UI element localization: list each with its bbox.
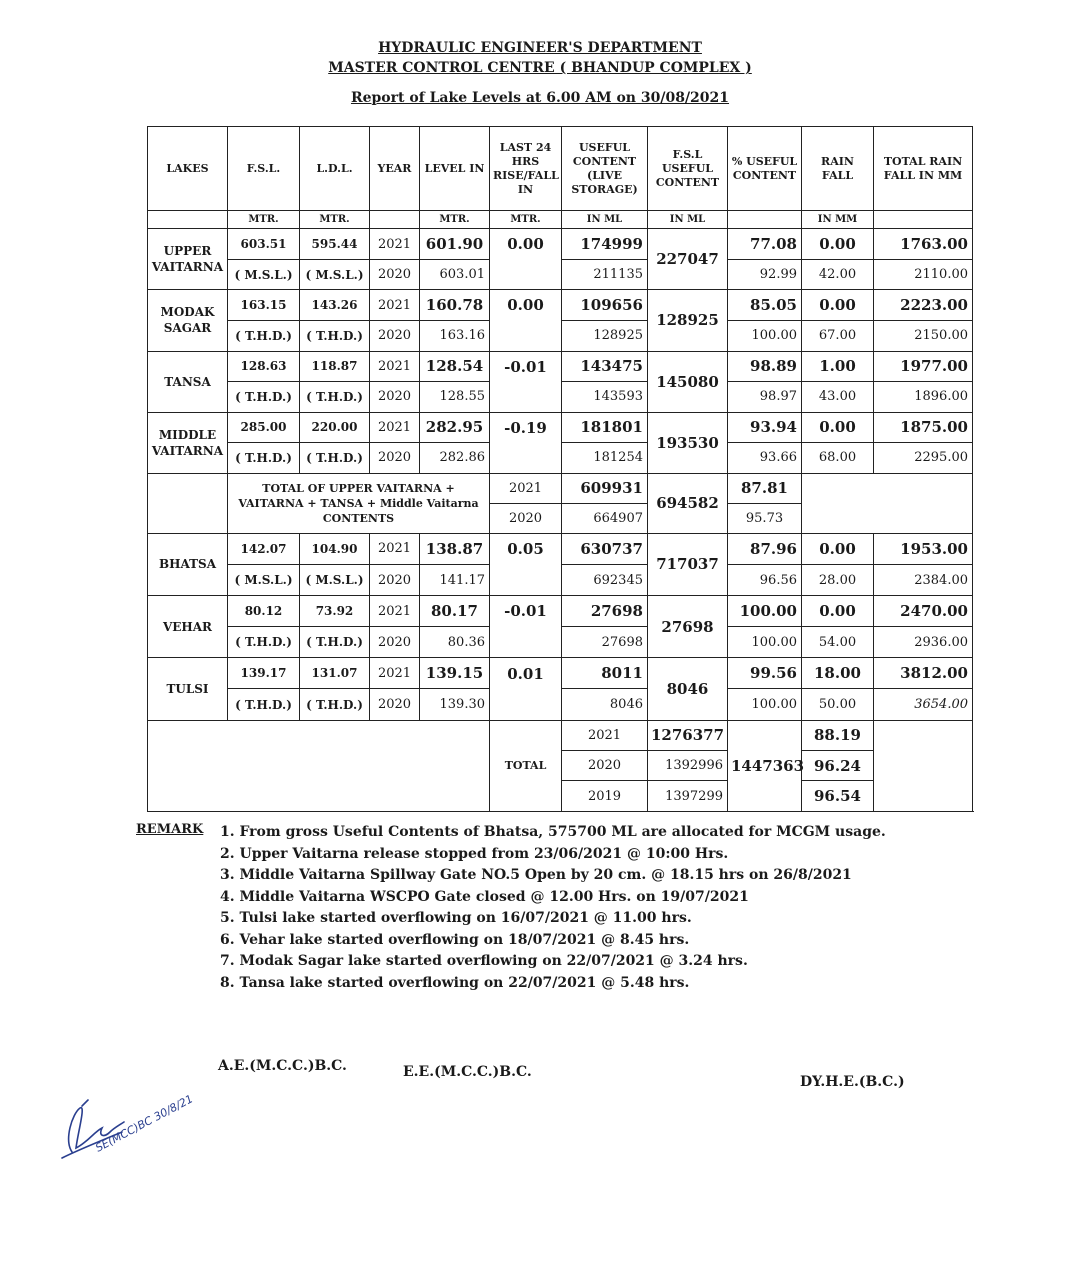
grand-total-year: 2019 — [562, 781, 648, 812]
header-level: LEVEL IN — [420, 127, 490, 211]
total-rain-current: 1977.00 — [874, 351, 973, 382]
fsl-useful-content: 128925 — [648, 290, 728, 351]
unit-last24: MTR. — [490, 211, 562, 229]
table-row — [148, 351, 973, 382]
total-rain-current: 1875.00 — [874, 412, 973, 443]
fsl-useful-content: 193530 — [648, 412, 728, 473]
useful-content-previous: 143593 — [562, 382, 648, 413]
grand-total-rain-blank — [874, 720, 973, 811]
remark-item: 4. Middle Vaitarna WSCPO Gate closed @ 12.00 Hrs. on 19/07/2021 — [220, 888, 749, 905]
fsl-useful-content: 145080 — [648, 351, 728, 412]
pct-useful-previous: 96.56 — [728, 564, 802, 595]
grand-total-blank — [148, 720, 490, 811]
pct-useful-current: 77.08 — [728, 229, 802, 260]
fsl-datum: ( T.H.D.) — [228, 443, 300, 474]
year-current: 2021 — [370, 412, 420, 443]
total-rain-current: 2470.00 — [874, 596, 973, 627]
year-previous: 2020 — [370, 382, 420, 413]
remark-list — [220, 822, 886, 994]
unit-rain: IN MM — [802, 211, 874, 229]
level-current: 282.95 — [420, 412, 490, 443]
level-previous: 128.55 — [420, 382, 490, 413]
fsl-value: 80.12 — [228, 596, 300, 627]
total-rain-previous: 2384.00 — [874, 564, 973, 595]
grand-total-year: 2021 — [562, 720, 648, 750]
subtotal-year-previous: 2020 — [490, 503, 562, 533]
lake-name: TULSI — [148, 658, 228, 720]
level-previous: 163.16 — [420, 320, 490, 351]
report-title: Report of Lake Levels at 6.00 AM on 30/08/2021 — [350, 90, 730, 106]
lake-name: VEHAR — [148, 596, 228, 658]
subtotal-label: TOTAL OF UPPER VAITARNA + VAITARNA + TANSA + Middle Vaitarna CONTENTS — [228, 473, 490, 533]
total-rain-current: 3812.00 — [874, 658, 973, 689]
total-rain-previous: 2150.00 — [874, 320, 973, 351]
ldl-datum: ( T.H.D.) — [300, 627, 370, 658]
pct-useful-current: 87.96 — [728, 533, 802, 564]
useful-content-current: 143475 — [562, 351, 648, 382]
useful-content-current: 27698 — [562, 596, 648, 627]
total-rain-current: 1763.00 — [874, 229, 973, 260]
level-previous: 80.36 — [420, 627, 490, 658]
fsl-useful-content: 227047 — [648, 229, 728, 290]
rise-fall-value: 0.00 — [490, 290, 562, 321]
fsl-value: 139.17 — [228, 658, 300, 689]
table-row — [148, 382, 973, 413]
header-lakes: LAKES — [148, 127, 228, 211]
total-rain-previous: 3654.00 — [874, 689, 973, 720]
unit-ldl: MTR. — [300, 211, 370, 229]
remark-item: 5. Tulsi lake started overflowing on 16/07/2021 @ 11.00 hrs. — [220, 910, 692, 926]
header-year: YEAR — [370, 127, 420, 211]
pct-useful-current: 93.94 — [728, 412, 802, 443]
grand-total-content: 1276377 — [648, 720, 728, 750]
lake-name: TANSA — [148, 351, 228, 412]
fsl-useful-content: 27698 — [648, 596, 728, 658]
useful-content-previous: 692345 — [562, 564, 648, 595]
ldl-datum: ( M.S.L.) — [300, 259, 370, 290]
ldl-value: 143.26 — [300, 290, 370, 321]
header-last24: LAST 24 HRS RISE/FALL IN — [490, 127, 562, 211]
year-previous: 2020 — [370, 689, 420, 720]
ldl-datum: ( M.S.L.) — [300, 564, 370, 595]
rain-fall-previous: 28.00 — [802, 564, 874, 595]
level-current: 139.15 — [420, 658, 490, 689]
level-previous: 603.01 — [420, 259, 490, 290]
year-previous: 2020 — [370, 320, 420, 351]
remark-label: REMARK — [136, 822, 204, 837]
table-row — [148, 320, 973, 351]
ldl-value: 104.90 — [300, 533, 370, 564]
signature-dyhe: DY.H.E.(B.C.) — [800, 1074, 905, 1090]
year-current: 2021 — [370, 229, 420, 260]
signature-ae: A.E.(M.C.C.)B.C. — [218, 1058, 347, 1074]
table-row — [148, 290, 973, 321]
lake-name: BHATSA — [148, 533, 228, 595]
units-row — [148, 211, 973, 229]
table-row — [148, 443, 973, 474]
unit-fsl-useful: IN ML — [648, 211, 728, 229]
header-fsl-useful: F.S.L USEFUL CONTENT — [648, 127, 728, 211]
rise-fall-value: -0.01 — [490, 351, 562, 382]
unit-useful: IN ML — [562, 211, 648, 229]
rise-fall-value: 0.00 — [490, 229, 562, 260]
pct-useful-current: 98.89 — [728, 351, 802, 382]
ldl-datum: ( T.H.D.) — [300, 320, 370, 351]
ldl-value: 220.00 — [300, 412, 370, 443]
rain-fall-current: 18.00 — [802, 658, 874, 689]
remark-item: 8. Tansa lake started overflowing on 22/07/2021 @ 5.48 hrs. — [220, 974, 690, 991]
table-row — [148, 259, 973, 290]
fsl-value: 285.00 — [228, 412, 300, 443]
table-row — [148, 596, 973, 627]
useful-content-current: 181801 — [562, 412, 648, 443]
level-current: 80.17 — [420, 596, 490, 627]
table-row — [148, 627, 973, 658]
total-rain-current: 2223.00 — [874, 290, 973, 321]
subtotal-year-current: 2021 — [490, 473, 562, 503]
lake-levels-table — [147, 126, 973, 812]
fsl-datum: ( T.H.D.) — [228, 382, 300, 413]
unit-fsl: MTR. — [228, 211, 300, 229]
rise-fall-empty — [490, 382, 562, 413]
subtotal-pct-current: 87.81 — [728, 473, 802, 503]
useful-content-current: 109656 — [562, 290, 648, 321]
table-row — [148, 412, 973, 443]
rise-fall-empty — [490, 689, 562, 720]
rain-fall-current: 0.00 — [802, 412, 874, 443]
rise-fall-empty — [490, 320, 562, 351]
rain-fall-previous: 68.00 — [802, 443, 874, 474]
pct-useful-previous: 92.99 — [728, 259, 802, 290]
level-current: 601.90 — [420, 229, 490, 260]
total-rain-current: 1953.00 — [874, 533, 973, 564]
useful-content-previous: 8046 — [562, 689, 648, 720]
level-current: 128.54 — [420, 351, 490, 382]
lake-name: MODAK SAGAR — [148, 290, 228, 351]
table-row — [148, 689, 973, 720]
total-rain-previous: 2110.00 — [874, 259, 973, 290]
rain-fall-current: 0.00 — [802, 290, 874, 321]
level-previous: 139.30 — [420, 689, 490, 720]
ldl-value: 131.07 — [300, 658, 370, 689]
grand-total-pct: 96.54 — [802, 781, 874, 812]
header-useful-content: USEFUL CONTENT (LIVE STORAGE) — [562, 127, 648, 211]
pct-useful-current: 100.00 — [728, 596, 802, 627]
subtotal-row — [148, 473, 973, 503]
year-current: 2021 — [370, 533, 420, 564]
remark-item: 1. From gross Useful Contents of Bhatsa, 575700 ML are allocated for MCGM usage. — [220, 824, 886, 840]
subtotal-blank — [148, 473, 228, 533]
table-row — [148, 564, 973, 595]
ldl-value: 73.92 — [300, 596, 370, 627]
grand-total-row — [148, 720, 973, 750]
year-current: 2021 — [370, 351, 420, 382]
subtotal-rain-blank — [802, 473, 973, 533]
fsl-datum: ( T.H.D.) — [228, 627, 300, 658]
useful-content-current: 630737 — [562, 533, 648, 564]
fsl-datum: ( M.S.L.) — [228, 564, 300, 595]
rain-fall-previous: 54.00 — [802, 627, 874, 658]
year-previous: 2020 — [370, 564, 420, 595]
pct-useful-current: 99.56 — [728, 658, 802, 689]
subtotal-content-previous: 664907 — [562, 503, 648, 533]
header-fsl: F.S.L. — [228, 127, 300, 211]
grand-total-fsl-useful: 1447363 — [728, 720, 802, 811]
grand-total-content: 1392996 — [648, 750, 728, 780]
rain-fall-current: 0.00 — [802, 229, 874, 260]
subtotal-pct-previous: 95.73 — [728, 503, 802, 533]
useful-content-previous: 27698 — [562, 627, 648, 658]
header-row — [148, 127, 973, 211]
rise-fall-empty — [490, 443, 562, 474]
pct-useful-previous: 100.00 — [728, 320, 802, 351]
fsl-useful-content: 717037 — [648, 533, 728, 595]
remark-item: 6. Vehar lake started overflowing on 18/07/2021 @ 8.45 hrs. — [220, 931, 690, 948]
header-total-rain: TOTAL RAIN FALL IN MM — [874, 127, 973, 211]
pct-useful-previous: 100.00 — [728, 689, 802, 720]
table-row — [148, 658, 973, 689]
rise-fall-value: 0.05 — [490, 533, 562, 564]
fsl-value: 128.63 — [228, 351, 300, 382]
fsl-datum: ( T.H.D.) — [228, 689, 300, 720]
year-previous: 2020 — [370, 259, 420, 290]
rise-fall-value: -0.01 — [490, 596, 562, 627]
fsl-value: 603.51 — [228, 229, 300, 260]
rain-fall-current: 0.00 — [802, 596, 874, 627]
unit-level: MTR. — [420, 211, 490, 229]
useful-content-current: 8011 — [562, 658, 648, 689]
rise-fall-empty — [490, 627, 562, 658]
year-previous: 2020 — [370, 627, 420, 658]
fsl-value: 163.15 — [228, 290, 300, 321]
fsl-useful-content: 8046 — [648, 658, 728, 720]
rise-fall-value: 0.01 — [490, 658, 562, 689]
rain-fall-current: 1.00 — [802, 351, 874, 382]
useful-content-previous: 181254 — [562, 443, 648, 474]
useful-content-previous: 211135 — [562, 259, 648, 290]
total-rain-previous: 2936.00 — [874, 627, 973, 658]
rise-fall-empty — [490, 564, 562, 595]
rain-fall-current: 0.00 — [802, 533, 874, 564]
header-ldl: L.D.L. — [300, 127, 370, 211]
total-rain-previous: 2295.00 — [874, 443, 973, 474]
rain-fall-previous: 43.00 — [802, 382, 874, 413]
ldl-value: 118.87 — [300, 351, 370, 382]
year-current: 2021 — [370, 290, 420, 321]
department-title: HYDRAULIC ENGINEER'S DEPARTMENT — [378, 40, 702, 56]
pct-useful-current: 85.05 — [728, 290, 802, 321]
table-row — [148, 229, 973, 260]
subtotal-fsl-useful: 694582 — [648, 473, 728, 533]
rain-fall-previous: 50.00 — [802, 689, 874, 720]
fsl-datum: ( M.S.L.) — [228, 259, 300, 290]
signature-ee: E.E.(M.C.C.)B.C. — [403, 1064, 532, 1080]
pct-useful-previous: 100.00 — [728, 627, 802, 658]
useful-content-current: 174999 — [562, 229, 648, 260]
grand-total-label: TOTAL — [490, 720, 562, 811]
header-pct-useful: % USEFUL CONTENT — [728, 127, 802, 211]
total-rain-previous: 1896.00 — [874, 382, 973, 413]
table-row — [148, 533, 973, 564]
fsl-datum: ( T.H.D.) — [228, 320, 300, 351]
useful-content-previous: 128925 — [562, 320, 648, 351]
rise-fall-empty — [490, 259, 562, 290]
level-current: 160.78 — [420, 290, 490, 321]
centre-title: MASTER CONTROL CENTRE ( BHANDUP COMPLEX ) — [328, 60, 752, 76]
lake-name: UPPER VAITARNA — [148, 229, 228, 290]
grand-total-pct: 88.19 — [802, 720, 874, 750]
handwritten-signature — [58, 1092, 196, 1182]
fsl-value: 142.07 — [228, 533, 300, 564]
ldl-value: 595.44 — [300, 229, 370, 260]
rise-fall-value: -0.19 — [490, 412, 562, 443]
remark-item: 2. Upper Vaitarna release stopped from 23/06/2021 @ 10:00 Hrs. — [220, 845, 729, 862]
signature-handwritten-text: SE(MCC)BC 30/8/21 — [93, 1092, 196, 1155]
rain-fall-previous: 42.00 — [802, 259, 874, 290]
remark-item: 3. Middle Vaitarna Spillway Gate NO.5 Open by 20 cm. @ 18.15 hrs on 26/8/2021 — [220, 867, 852, 883]
rain-fall-previous: 67.00 — [802, 320, 874, 351]
year-current: 2021 — [370, 596, 420, 627]
pct-useful-previous: 98.97 — [728, 382, 802, 413]
header-rain-fall: RAIN FALL — [802, 127, 874, 211]
level-current: 138.87 — [420, 533, 490, 564]
grand-total-content: 1397299 — [648, 781, 728, 812]
year-previous: 2020 — [370, 443, 420, 474]
subtotal-content-current: 609931 — [562, 473, 648, 503]
level-previous: 141.17 — [420, 564, 490, 595]
year-current: 2021 — [370, 658, 420, 689]
remark-item: 7. Modak Sagar lake started overflowing on 22/07/2021 @ 3.24 hrs. — [220, 953, 748, 969]
ldl-datum: ( T.H.D.) — [300, 689, 370, 720]
level-previous: 282.86 — [420, 443, 490, 474]
ldl-datum: ( T.H.D.) — [300, 443, 370, 474]
lake-name: MIDDLE VAITARNA — [148, 412, 228, 473]
pct-useful-previous: 93.66 — [728, 443, 802, 474]
grand-total-year: 2020 — [562, 750, 648, 780]
grand-total-pct: 96.24 — [802, 750, 874, 780]
ldl-datum: ( T.H.D.) — [300, 382, 370, 413]
